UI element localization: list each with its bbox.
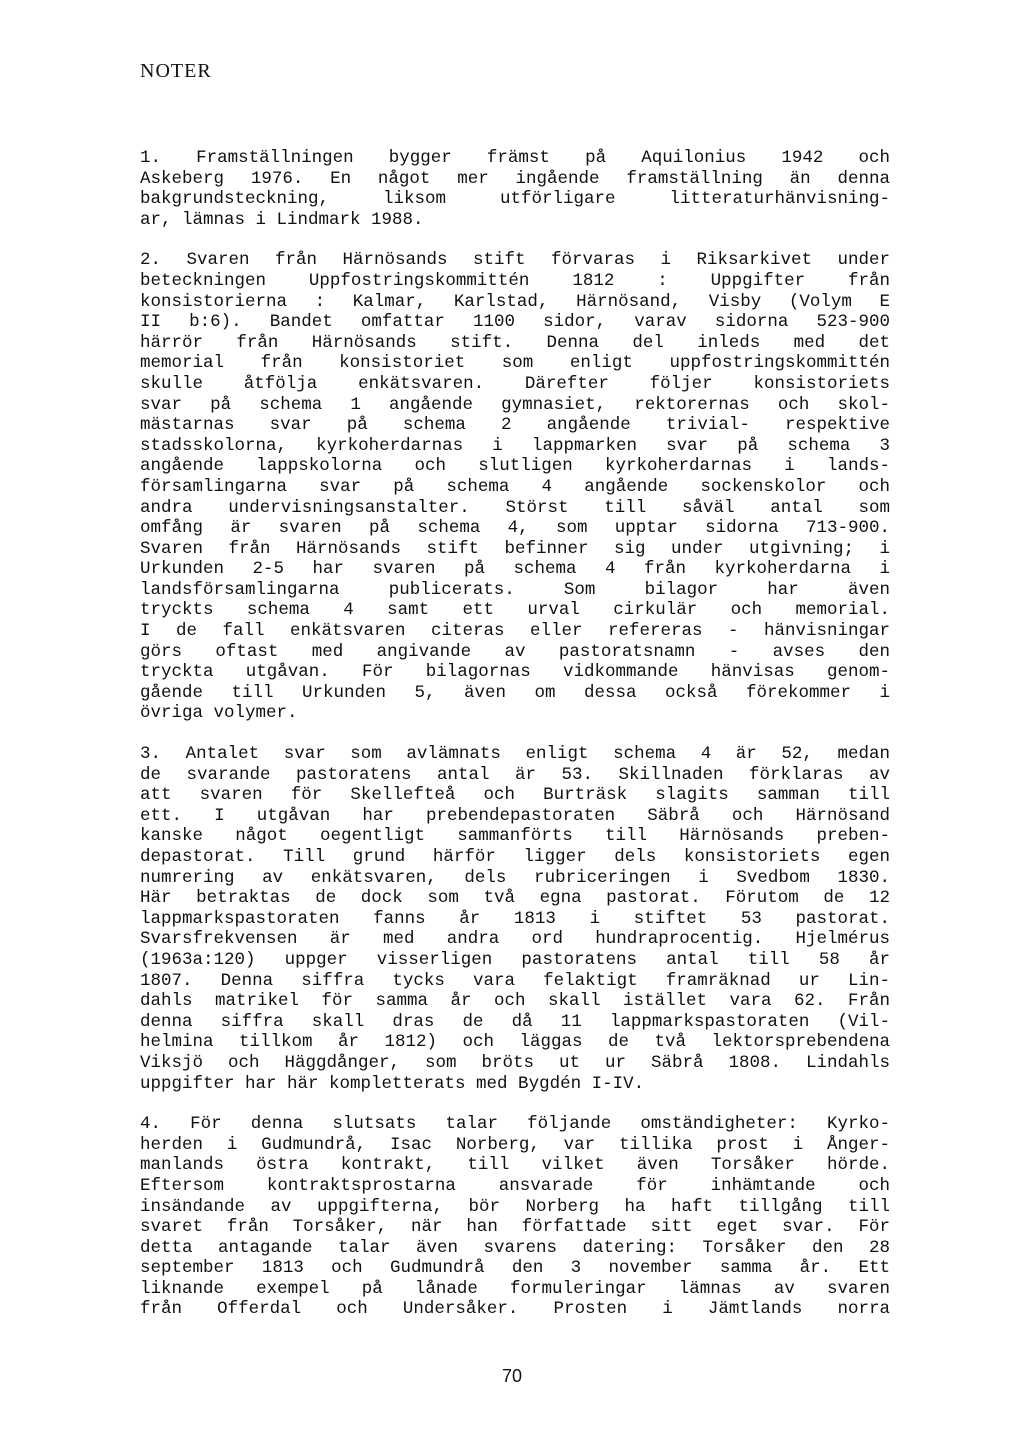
- text-line: konsistorierna : Kalmar, Karlstad, Härnösand, Visby (Volym E: [140, 291, 890, 312]
- text-line: församlingarna svar på schema 4 angående sockenskolor och: [140, 476, 890, 497]
- text-line: Viksjö och Häggdånger, som bröts ut ur Säbrå 1808. Lindahls: [140, 1052, 890, 1073]
- text-line: landsförsamlingarna publicerats. Som bilagor har även: [140, 579, 890, 600]
- text-line: I de fall enkätsvaren citeras eller refereras - hänvisningar: [140, 621, 890, 642]
- text-line: detta antagande talar även svarens datering: Torsåker den 28: [140, 1237, 890, 1258]
- text-line: 1807. Denna siffra tycks vara felaktigt framräknad ur Lin-: [140, 970, 890, 991]
- note-2: [140, 250, 890, 724]
- text-line: tryckts schema 4 samt ett urval cirkulär och memorial.: [140, 600, 890, 621]
- text-line: beteckningen Uppfostringskommittén 1812 : Uppgifter från: [140, 270, 890, 291]
- text-line: kanske något oegentligt sammanförts till Härnösands preben-: [140, 826, 890, 847]
- text-line: Svarsfrekvensen är med andra ord hundraprocentig. Hjelmérus: [140, 929, 890, 950]
- text-line: memorial från konsistoriet som enligt uppfostringskommittén: [140, 353, 890, 374]
- text-line: liknande exempel på lånade formuleringar lämnas av svaren: [140, 1278, 890, 1299]
- text-line: Askeberg 1976. En något mer ingående framställning än denna: [140, 168, 890, 189]
- text-line: lappmarkspastoraten fanns år 1813 i stiftet 53 pastorat.: [140, 908, 890, 929]
- note-4: [140, 1114, 890, 1320]
- text-line: ar, lämnas i Lindmark 1988.: [140, 209, 424, 230]
- text-line: de svarande pastoratens antal är 53. Skillnaden förklaras av: [140, 764, 890, 785]
- text-line: görs oftast med angivande av pastoratsnamn - avses den: [140, 641, 890, 662]
- text-line: stadsskolorna, kyrkoherdarnas i lappmarken svar på schema 3: [140, 435, 890, 456]
- text-line: dahls matrikel för samma år och skall istället vara 62. Från: [140, 991, 890, 1012]
- text-line: Eftersom kontraktsprostarna ansvarade för inhämtande och: [140, 1175, 890, 1196]
- text-line: från Offerdal och Undersåker. Prosten i Jämtlands norra: [140, 1299, 890, 1320]
- text-line: insändande av uppgifterna, bör Norberg ha haft tillgång till: [140, 1196, 890, 1217]
- text-line: andra undervisningsanstalter. Störst till såväl antal som: [140, 497, 890, 518]
- text-line: (1963a:120) uppger visserligen pastoratens antal till 58 år: [140, 949, 890, 970]
- text-line: herden i Gudmundrå, Isac Norberg, var tillika prost i Ånger-: [140, 1134, 890, 1155]
- text-line: tryckta utgåvan. För bilagornas vidkommande hänvisas genom-: [140, 662, 890, 683]
- text-line: ett. I utgåvan har prebendepastoraten Säbrå och Härnösand: [140, 805, 890, 826]
- text-line: skulle åtfölja enkätsvaren. Därefter följer konsistoriets: [140, 373, 890, 394]
- note-3: [140, 744, 890, 1094]
- text-line: att svaren för Skellefteå och Burträsk slagits samman till: [140, 785, 890, 806]
- text-line: 1. Framställningen bygger främst på Aquilonius 1942 och: [140, 148, 890, 168]
- text-line: Urkunden 2-5 har svaren på schema 4 från kyrkoherdarna i: [140, 559, 890, 580]
- page-header: NOTER: [140, 60, 212, 82]
- text-line: svaret från Torsåker, när han författade sitt eget svar. För: [140, 1217, 890, 1238]
- text-line: gående till Urkunden 5, även om dessa också förekommer i: [140, 682, 890, 703]
- text-line: II b:6). Bandet omfattar 1100 sidor, varav sidorna 523-900: [140, 312, 890, 333]
- text-line: september 1813 och Gudmundrå den 3 november samma år. Ett: [140, 1258, 890, 1279]
- text-line: Här betraktas de dock som två egna pastorat. Förutom de 12: [140, 888, 890, 909]
- notes-section: [140, 148, 890, 1340]
- text-line: bakgrundsteckning, liksom utförligare litteraturhänvisning-: [140, 189, 890, 210]
- text-line: denna siffra skall dras de då 11 lappmarkspastoraten (Vil-: [140, 1011, 890, 1032]
- text-line: Svaren från Härnösands stift befinner sig under utgivning; i: [140, 538, 890, 559]
- text-line: 3. Antalet svar som avlämnats enligt schema 4 är 52, medan: [140, 744, 890, 765]
- text-line: härrör från Härnösands stift. Denna del inleds med det: [140, 332, 890, 353]
- text-line: uppgifter har här kompletterats med Bygdén I-IV.: [140, 1073, 645, 1094]
- text-line: 2. Svaren från Härnösands stift förvaras i Riksarkivet under: [140, 250, 890, 271]
- text-line: 4. För denna slutsats talar följande omständigheter: Kyrko-: [140, 1114, 890, 1135]
- text-line: angående lappskolorna och slutligen kyrkoherdarnas i lands-: [140, 456, 890, 477]
- text-line: övriga volymer.: [140, 703, 298, 724]
- text-line: numrering av enkätsvaren, dels rubriceringen i Svedbom 1830.: [140, 867, 890, 888]
- note-1: [140, 148, 890, 230]
- text-line: mästarnas svar på schema 2 angående trivial- respektive: [140, 415, 890, 436]
- text-line: depastorat. Till grund härför ligger dels konsistoriets egen: [140, 847, 890, 867]
- text-line: helmina tillkom år 1812) och läggas de två lektorsprebendena: [140, 1032, 890, 1053]
- text-line: svar på schema 1 angående gymnasiet, rektorernas och skol-: [140, 394, 890, 415]
- text-line: manlands östra kontrakt, till vilket även Torsåker hörde.: [140, 1155, 890, 1176]
- text-line: omfång är svaren på schema 4, som upptar sidorna 713-900.: [140, 518, 890, 539]
- page-number: 70: [501, 1366, 523, 1386]
